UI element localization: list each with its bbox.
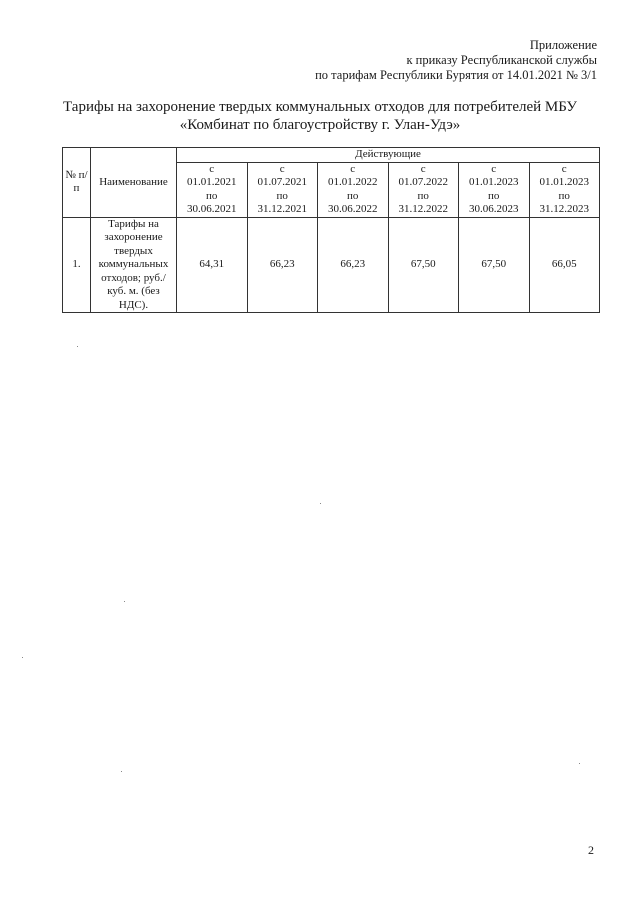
header-name: Наименование xyxy=(91,148,177,218)
period-header-6 xyxy=(529,162,600,217)
document-title xyxy=(40,98,600,134)
scan-speck xyxy=(124,601,125,602)
period-from-word: с xyxy=(209,162,215,175)
period-to-word: по xyxy=(276,189,288,202)
title-line-1: Тарифы на захоронение твердых коммунальных отходов для потребителей МБУ xyxy=(63,99,577,115)
period-to: 30.06.2022 xyxy=(328,203,378,215)
header-number: № п/п xyxy=(63,148,91,218)
period-from: 01.07.2021 xyxy=(257,176,307,188)
period-from-word: с xyxy=(350,162,356,175)
appendix-line-3: по тарифам Республики Бурятия от 14.01.2021 № 3/1 xyxy=(315,68,597,82)
title-line-2: «Комбинат по благоустройству г. Улан-Удэ» xyxy=(179,117,461,133)
scan-speck xyxy=(77,346,78,347)
appendix-line-2: к приказу Республиканской службы xyxy=(406,53,597,67)
period-from-word: с xyxy=(420,162,426,175)
period-from: 01.01.2021 xyxy=(187,176,237,188)
tariff-value-2: 66,23 xyxy=(247,217,318,313)
table-row xyxy=(63,217,600,313)
tariff-table xyxy=(62,147,600,313)
tariff-value-6: 66,05 xyxy=(529,217,600,313)
tariff-value-1: 64,31 xyxy=(177,217,248,313)
period-to-word: по xyxy=(206,189,218,202)
period-from-word: с xyxy=(491,162,497,175)
tariff-value-3: 66,23 xyxy=(318,217,389,313)
period-from: 01.01.2023 xyxy=(539,176,589,188)
period-header-1 xyxy=(177,162,248,217)
period-to-word: по xyxy=(347,189,359,202)
period-to-word: по xyxy=(558,189,570,202)
scan-speck xyxy=(579,763,580,764)
period-from: 01.01.2023 xyxy=(469,176,519,188)
period-from: 01.01.2022 xyxy=(328,176,378,188)
scan-speck xyxy=(121,771,122,772)
period-to: 31.12.2021 xyxy=(257,203,307,215)
period-from: 01.07.2022 xyxy=(398,176,448,188)
page-number: 2 xyxy=(588,843,594,857)
period-to-word: по xyxy=(417,189,429,202)
period-to-word: по xyxy=(488,189,500,202)
period-header-4 xyxy=(388,162,459,217)
scan-speck xyxy=(22,657,23,658)
period-from-word: с xyxy=(561,162,567,175)
header-active: Действующие xyxy=(177,148,600,163)
row-name: Тарифы на захоронение твердых коммунальных отходов; руб./куб. м. (без НДС). xyxy=(91,217,177,313)
period-header-2 xyxy=(247,162,318,217)
tariff-value-5: 67,50 xyxy=(459,217,530,313)
period-to: 31.12.2023 xyxy=(539,203,589,215)
appendix-line-1: Приложение xyxy=(529,38,597,52)
period-to: 30.06.2021 xyxy=(187,203,237,215)
tariff-value-4: 67,50 xyxy=(388,217,459,313)
period-header-3 xyxy=(318,162,389,217)
row-number: 1. xyxy=(63,217,91,313)
scan-speck xyxy=(320,503,321,504)
period-to: 30.06.2023 xyxy=(469,203,519,215)
period-to: 31.12.2022 xyxy=(398,203,448,215)
appendix-header xyxy=(315,38,597,83)
period-from-word: с xyxy=(279,162,285,175)
period-header-5 xyxy=(459,162,530,217)
